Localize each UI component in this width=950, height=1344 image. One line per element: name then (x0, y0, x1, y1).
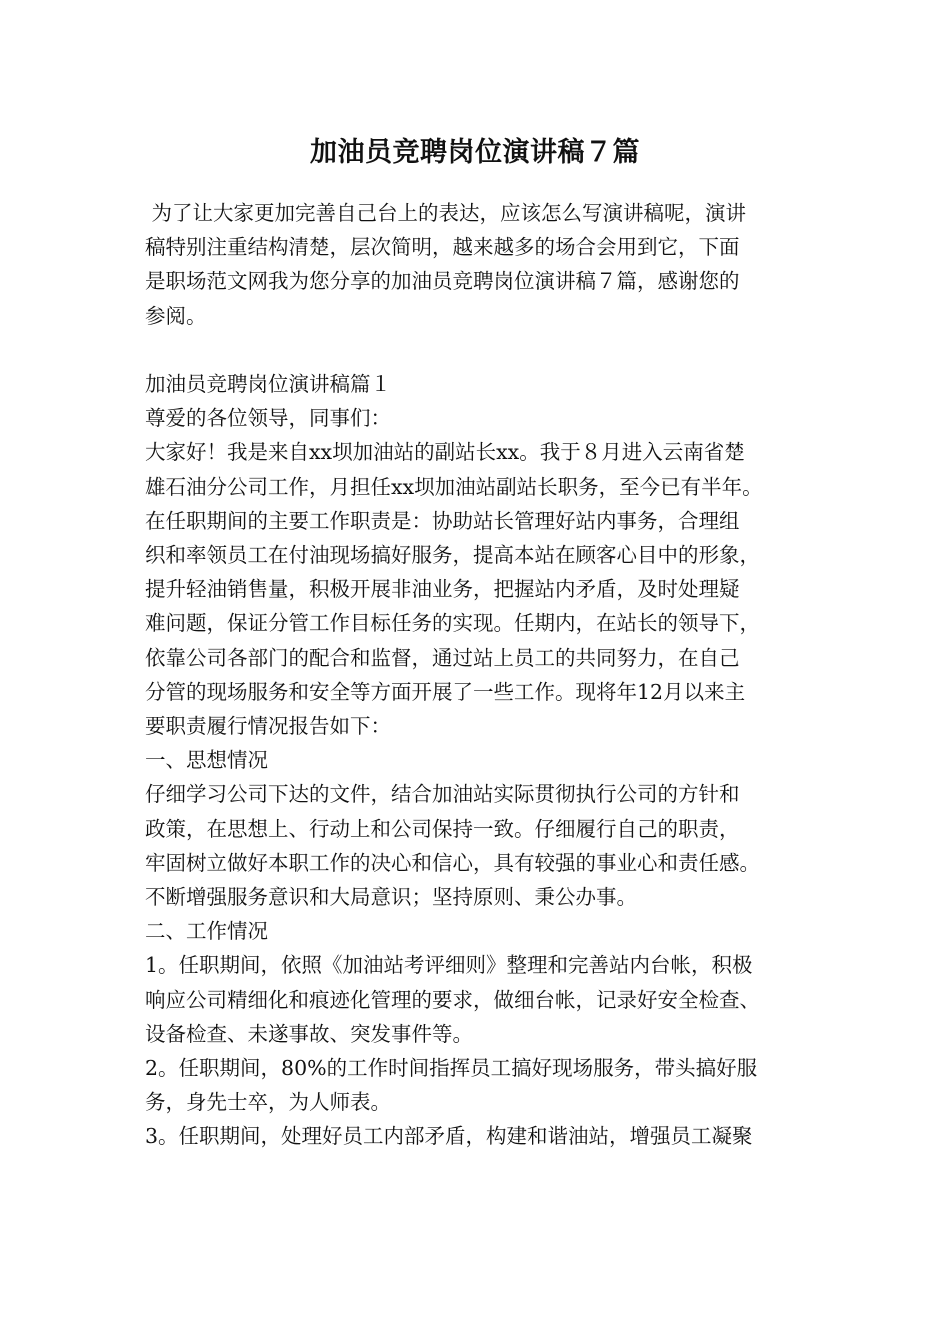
body-line: 织和率领员工在付油现场搞好服务，提高本站在顾客心目中的形象， (145, 543, 760, 568)
body-line: 依靠公司各部门的配合和监督，通过站上员工的共同努力，在自己 (145, 645, 740, 670)
body-line: 1。任职期间，依照《加油站考评细则》整理和完善站内台帐，积极 (145, 953, 753, 978)
body-line: 设备检查、未遂事故、突发事件等。 (145, 1021, 473, 1046)
intro-line: 是职场范文网我为您分享的加油员竞聘岗位演讲稿７篇，感谢您的 (145, 269, 740, 294)
body-line: 务，身先士卒，为人师表。 (145, 1090, 391, 1115)
body-line: 要职责履行情况报告如下： (145, 714, 391, 739)
body-line: 难问题，保证分管工作目标任务的实现。任期内，在站长的领导下， (145, 611, 760, 636)
document-title: 加油员竞聘岗位演讲稿７篇 (310, 137, 640, 168)
intro-line: 参阅。 (145, 303, 207, 328)
body-line: 3。任职期间，处理好员工内部矛盾，构建和谐油站，增强员工凝聚 (145, 1124, 753, 1149)
body-line: 响应公司精细化和痕迹化管理的要求，做细台帐，记录好安全检查、 (145, 987, 760, 1012)
body-line: 仔细学习公司下达的文件，结合加油站实际贯彻执行公司的方针和 (145, 782, 740, 807)
body-line: 2。任职期间，80%的工作时间指挥员工搞好现场服务，带头搞好服 (145, 1056, 758, 1081)
subheading: 一、思想情况 (145, 748, 268, 773)
section-heading: 加油员竞聘岗位演讲稿篇１ (145, 372, 391, 396)
body-line: 分管的现场服务和安全等方面开展了一些工作。现将年12月以来主 (145, 679, 746, 704)
body-line: 政策，在思想上、行动上和公司保持一致。仔细履行自己的职责， (145, 816, 740, 841)
salutation: 尊爱的各位领导，同事们： (145, 406, 391, 431)
intro-line: 稿特别注重结构清楚，层次简明，越来越多的场合会用到它，下面 (145, 235, 740, 260)
subheading: 二、工作情况 (145, 919, 268, 944)
body-line: 在任职期间的主要工作职责是：协助站长管理好站内事务，合理组 (145, 508, 740, 533)
intro-line: 为了让大家更加完善自己台上的表达，应该怎么写演讲稿呢，演讲 (145, 201, 747, 225)
body-line: 不断增强服务意识和大局意识；坚持原则、秉公办事。 (145, 885, 637, 910)
document-body (145, 196, 817, 1154)
body-line: 雄石油分公司工作，月担任xx坝加油站副站长职务，至今已有半年。 (145, 474, 763, 499)
body-line: 大家好！我是来自xx坝加油站的副站长xx。我于８月进入云南省楚 (145, 440, 745, 465)
body-line: 提升轻油销售量，积极开展非油业务，把握站内矛盾，及时处理疑 (145, 577, 740, 602)
body-line: 牢固树立做好本职工作的决心和信心，具有较强的事业心和责任感。 (145, 850, 760, 875)
